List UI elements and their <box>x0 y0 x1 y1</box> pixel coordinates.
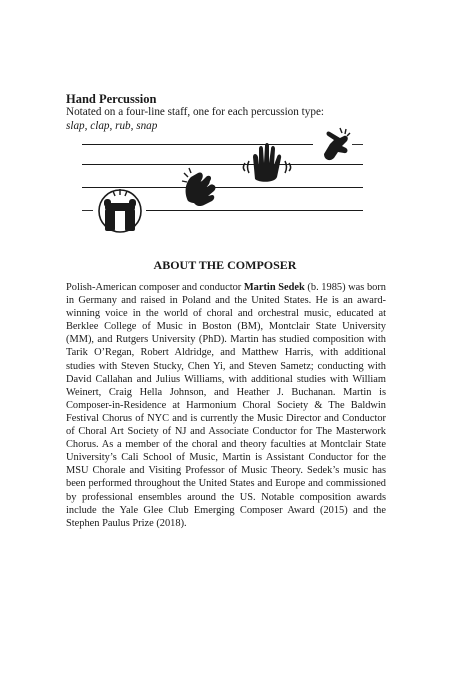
staff-lines <box>82 145 363 211</box>
percussion-staff <box>0 0 450 240</box>
percussion-description: Notated on a four-line staff, one for each percussion type: <box>66 106 325 118</box>
composer-bio <box>66 281 386 530</box>
slap-icon <box>99 189 141 232</box>
section-heading-hand-percussion: Hand Percussion <box>66 92 157 106</box>
snap-icon <box>324 128 350 160</box>
clap-icon <box>182 168 215 206</box>
bio-body: (b. 1985) was born in Germany and raised in Poland and the United States. He is an award-winning voice in the world of choral and orchestral music, educated at Berklee College of Music in Boston (BM), Montclair State University (MM), and Rutgers University (PhD). Martin has studied composition with Tarik O’Regan, Robert Aldridge, and Matthew Harris, with additional studies with Steven Stucky, Chen Yi, and Steven Sametz; conducting with David Callahan and Julius Williams, with additional studies with William Weinert, Craig Hella Johnson, and Heather J. Buchanan. Martin is Composer-in-Residence at Harmonium Choral Society & The Baldwin Festival Chorus of NYC and is currently the Music Director and Conductor of Choral Art Society of NJ and Associate Conductor for The Masterwork Chorus. As a member of the choral and theory faculties at Montclair State University’s Cali School of Music, Martin is Assistant Conductor for the MSU Chorale and Visiting Professor of Music Theory. Sedek’s music has been performed throughout the United States and Europe and commissioned by professional ensembles around the US. Notable composition awards include the Yale Glee Club Emerging Composer Award (2015) and the Stephen Paulus Prize (2018). <box>66 282 386 529</box>
composer-name: Martin Sedek <box>243 282 305 293</box>
bio-intro: Polish-American composer and conductor <box>66 282 244 293</box>
percussion-types: slap, clap, rub, snap <box>66 120 158 132</box>
section-heading-about-composer: ABOUT THE COMPOSER <box>153 258 297 272</box>
rub-icon <box>244 143 291 182</box>
